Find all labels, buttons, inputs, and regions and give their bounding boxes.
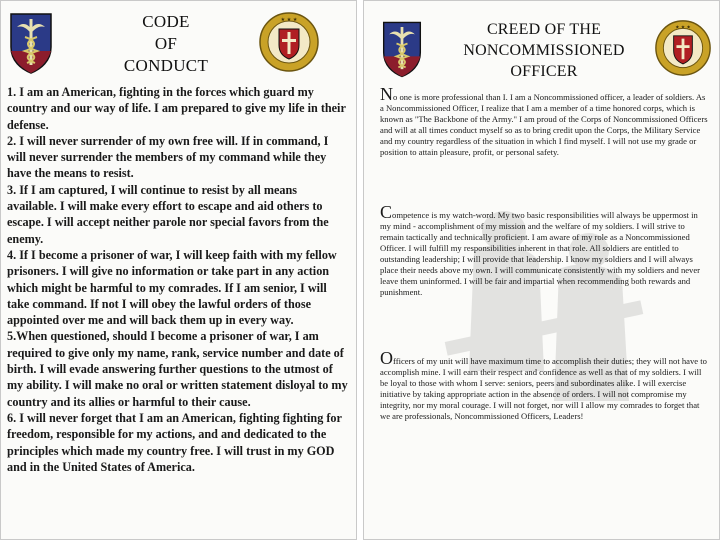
article-5: 5.When questioned, should I become a prisoner of war, I am required to give only my name, rank, service number and date of birth. I will evade answering further questions to the utmost of my ability. I will make no oral or written statement disloyal to my country and its allies or harmful to their cause. bbox=[7, 329, 348, 409]
title-line: CONDUCT bbox=[123, 56, 209, 75]
code-of-conduct-panel bbox=[0, 0, 357, 540]
nco-creed-title bbox=[424, 19, 664, 82]
article-6: 6. I will never forget that I am an American, fighting fighting for freedom, responsible for my actions, and and dedicated to the principles which made my country free. I will trust in my GOD and in the United States of America. bbox=[7, 410, 342, 474]
paragraph-text: ompetence is my watch-word. My two basic responsibilities will always be uppermost in my mind - accomplishment of my mission and the welfare of my soldiers. I will strive to remain tactically and technically proficient. I am aware of my role as a Noncommissioned Officer. I will fulfill my responsibilities inherent in that role. All soldiers are entitled to outstanding leadership; I will provide that leadership. I know my soldiers and I will always place their needs above my own. I will communicate consistently with my soldiers and never leave them uninformed. I will be fair and impartial when recommending both rewards and punishment. bbox=[380, 210, 701, 297]
creed-paragraph-2 bbox=[380, 202, 710, 298]
creed-paragraph-3 bbox=[380, 348, 710, 422]
title-line: NONCOMMISSIONED bbox=[463, 42, 625, 59]
paragraph-text: fficers of my unit will have maximum time to accomplish their duties; they will not have to accomplish mine. I will earn their respect and confidence as well as that of my soldiers. I will be loyal to those with whom I serve: seniors, peers and subordinates alike. I will exercise initiative by taking appropriate action in the absence of orders. I will not compromise my integrity, nor my moral courage. I will not forget, nor will I allow my comrades to forget that we are professionals, Noncommissioned Officers, Leaders! bbox=[380, 356, 707, 421]
medical-brigade-insignia-icon bbox=[7, 11, 55, 75]
paragraph-text: o one is more professional than I. I am a Noncommissioned officer, a leader of soldiers. As a Noncommissioned Officer, I realize that I am a member of a time honored corps, which is known as "The Backbone of the Army." I am proud of the Corps of Noncommissioned Officers and will at all times conduct myself so as to bring credit upon the Corps, the Military Service and my country regardless of the situation in which I find myself. I will not use my grade or position to attain pleasure, profit, or personal safety. bbox=[380, 92, 708, 157]
dropcap: C bbox=[380, 202, 393, 222]
code-of-conduct-title bbox=[101, 11, 231, 77]
nco-creed-panel bbox=[363, 0, 720, 540]
dropcap: N bbox=[380, 84, 393, 104]
article-3: 3. If I am captured, I will continue to resist by all means available. I will make every effort to escape and aid others to escape. I will accept neither parole nor special favors from the enemy. bbox=[7, 182, 329, 246]
svg-text:★ ★ ★: ★ ★ ★ bbox=[675, 25, 691, 31]
article-2: 2. I will never surrender of my own free will. If in command, I will never surrender the members of my command while they have the means to resist. bbox=[7, 133, 329, 181]
title-line: OFFICER bbox=[510, 63, 578, 80]
article-4: 4. If I become a prisoner of war, I will keep faith with my fellow prisoners. I will give no information or take part in any action which might be harmful to my comrades. If I am senior, I will take command. If not I will obey the lawful orders of those appointed over me and will back them up in every way. bbox=[7, 247, 337, 328]
title-line: CODE bbox=[142, 12, 190, 31]
unit-crest-emblem-icon bbox=[654, 19, 712, 77]
svg-text:★ ★ ★: ★ ★ ★ bbox=[280, 17, 298, 23]
title-line: CREED OF THE bbox=[486, 21, 602, 38]
article-1: 1. I am an American, fighting in the forces which guard my country and our way of life. I am prepared to give my life in their defense. bbox=[7, 85, 346, 132]
code-of-conduct-articles bbox=[7, 84, 349, 475]
medical-brigade-insignia-icon bbox=[380, 19, 424, 79]
unit-crest-emblem-icon bbox=[258, 11, 320, 73]
creed-paragraph-1 bbox=[380, 84, 710, 158]
title-line: OF bbox=[154, 34, 178, 53]
dropcap: O bbox=[380, 348, 393, 368]
